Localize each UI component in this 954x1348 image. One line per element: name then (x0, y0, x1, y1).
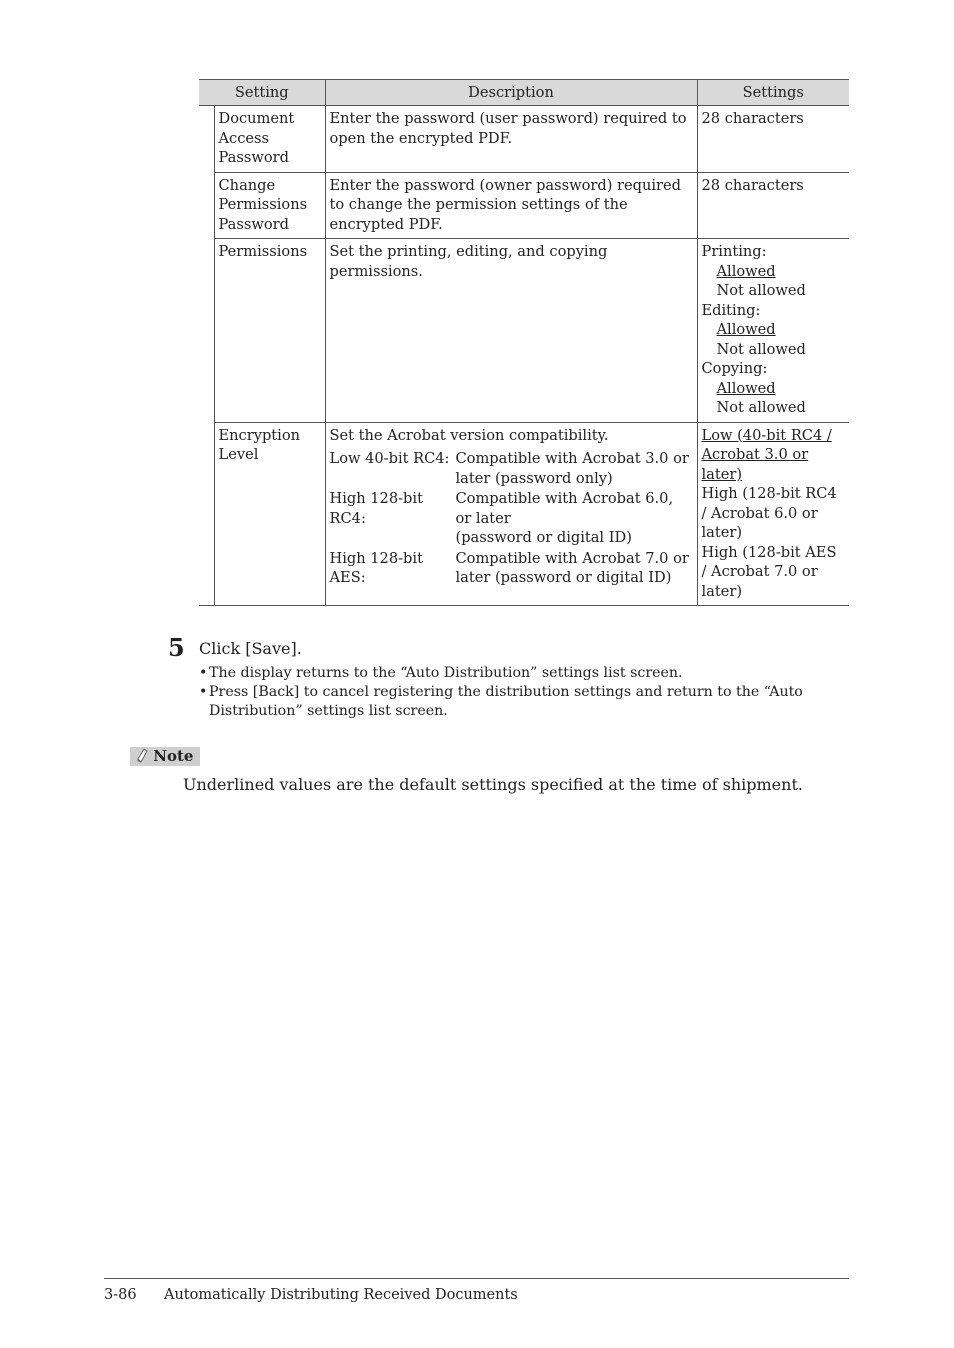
settings-cell (697, 422, 849, 606)
table-row (199, 106, 849, 173)
option-value: Not allowed (716, 399, 806, 416)
table-row (199, 422, 849, 606)
level-value: Compatible with Acrobat 3.0 or later (password only) (455, 450, 689, 487)
step-bullets (199, 664, 819, 721)
description-cell: Set the printing, editing, and copying permissions. (325, 239, 697, 423)
header-setting: Setting (199, 80, 325, 106)
footer-divider (104, 1278, 849, 1279)
setting-cell: Encryption Level (214, 422, 325, 606)
header-description: Description (325, 80, 697, 106)
note-text: Underlined values are the default settings specified at the time of shipment. (183, 775, 803, 794)
option-value: Not allowed (716, 340, 806, 358)
permission-label: Copying: (701, 360, 768, 377)
encryption-level-row (330, 549, 693, 588)
note-badge (130, 747, 200, 766)
setting-cell: Change Permissions Password (214, 172, 325, 239)
encryption-description: Set the Acrobat version compatibility. (329, 426, 609, 444)
level-value-detail: (password or digital ID) (455, 529, 632, 546)
default-value: Allowed (716, 262, 776, 280)
default-value: Allowed (716, 321, 776, 338)
settings-cell: 28 characters (697, 106, 849, 173)
setting-cell: Permissions (214, 239, 325, 423)
setting-cell: Document Access Password (214, 106, 325, 173)
list-item: • The display returns to the “Auto Distribution” settings list screen. (199, 664, 819, 683)
settings-cell: 28 characters (697, 172, 849, 239)
option-value: High (128-bit AES / Acrobat 7.0 or later) (701, 543, 837, 600)
description-cell (325, 422, 697, 606)
level-value: Compatible with Acrobat 6.0, or later (455, 490, 674, 527)
table-header-row (199, 80, 849, 106)
table-row (199, 172, 849, 239)
description-cell: Enter the password (user password) required to open the encrypted PDF. (325, 106, 697, 173)
level-key: Low 40-bit RC4: (329, 450, 450, 467)
pencil-icon (136, 748, 148, 763)
default-value: Low (40-bit RC4 / Acrobat 3.0 or later) (701, 426, 832, 483)
level-key: High 128-bit AES: (329, 549, 423, 586)
encryption-level-row (330, 489, 693, 548)
permission-label: Editing: (701, 301, 761, 319)
option-value: Not allowed (716, 282, 806, 299)
level-key: High 128-bit RC4: (329, 490, 423, 527)
step-number: 5 (168, 633, 185, 662)
default-value: Allowed (716, 379, 776, 397)
settings-table (199, 79, 849, 606)
list-item: • Press [Back] to cancel registering the distribution settings and return to the “Auto Distribution” settings list screen. (199, 683, 819, 721)
page-number: 3-86 (104, 1287, 137, 1303)
chapter-title: Automatically Distributing Received Documents (164, 1287, 518, 1303)
option-value: High (128-bit RC4 / Acrobat 6.0 or later) (701, 485, 837, 541)
table-row (199, 239, 849, 423)
level-value: Compatible with Acrobat 7.0 or later (password or digital ID) (455, 549, 689, 586)
header-settings: Settings (697, 80, 849, 106)
description-cell: Enter the password (owner password) required to change the permission settings of the encrypted PDF. (325, 172, 697, 239)
step-instruction: Click [Save]. (199, 639, 302, 658)
permission-label: Printing: (701, 243, 767, 260)
settings-cell (697, 239, 849, 423)
encryption-level-row (330, 449, 693, 488)
note-label: Note (153, 747, 194, 765)
